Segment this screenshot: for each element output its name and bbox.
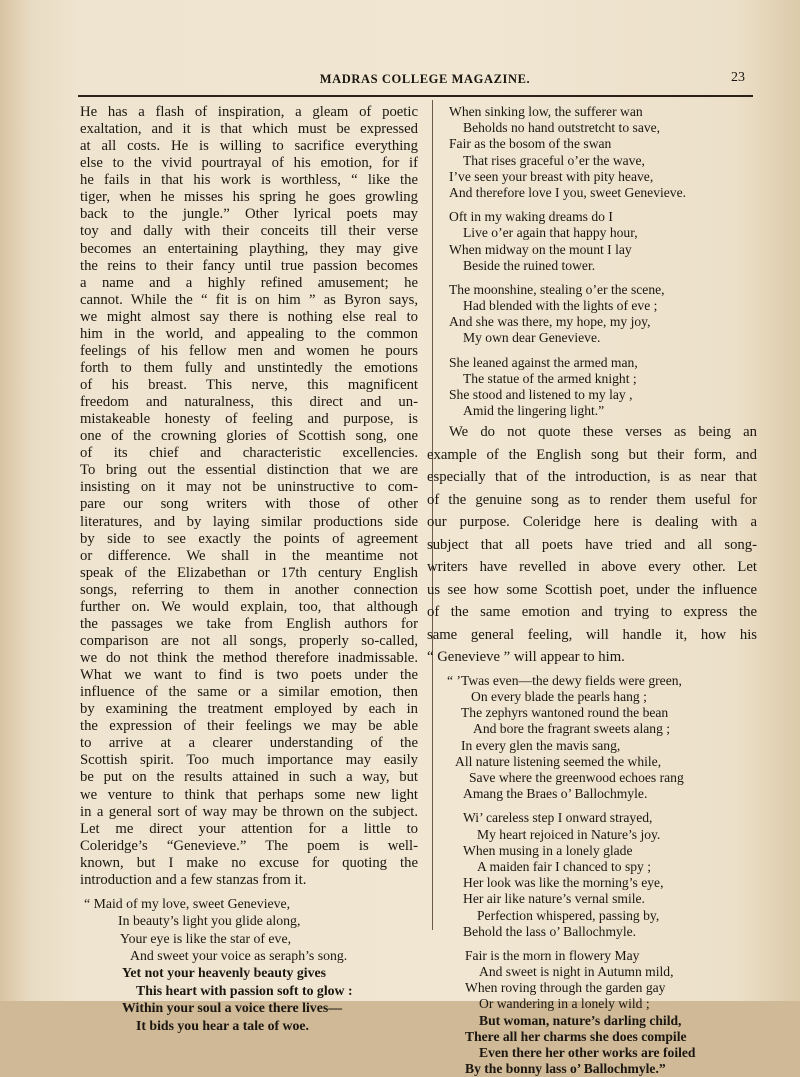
prose-line: songs, referring to them in another connection <box>80 581 418 598</box>
verse-line: A maiden fair I chanced to spy ; <box>477 858 652 874</box>
verse-line: The zephyrs wantoned round the bean <box>461 705 669 721</box>
verse-line: Beholds no hand outstretcht to save, <box>463 120 661 136</box>
verse-line: By the bonny lass o’ Ballochmyle.” <box>465 1061 666 1077</box>
prose-line: known, but I make no excuse for quoting the <box>80 854 418 871</box>
verse-line: I’ve seen your breast with pity heave, <box>449 168 654 184</box>
prose-line: further on. We would explain, too, that although <box>80 598 418 615</box>
prose-line: mistakeable honesty of feeling and purpose, is <box>80 411 418 428</box>
verse-line: Beside the ruined tower. <box>463 257 596 273</box>
verse-line: When sinking low, the sufferer wan <box>449 104 643 119</box>
verse-line: All nature listening seemed the while, <box>455 753 662 769</box>
prose-line: the expression of their feelings we may be able <box>80 718 418 735</box>
verse-line: And therefore love I you, sweet Genevieve. <box>449 184 687 200</box>
prose-line: cannot. While the “ fit is on him ” as Byron says, <box>80 291 418 308</box>
prose-line: else to the vivid pourtrayal of his emotion, for if <box>80 155 418 172</box>
page-number: 23 <box>731 70 745 85</box>
verse-line: Within your soul a voice there lives— <box>122 1000 342 1016</box>
prose-line: To bring out the essential distinction that we are <box>80 462 418 479</box>
prose-line: of the same emotion and trying to express the <box>427 604 757 621</box>
prose-line: comparison are not all songs, properly so-called, <box>80 632 418 649</box>
verse-line: Her look was like the morning’s eye, <box>463 875 664 891</box>
verse-line: When roving through the garden gay <box>465 980 666 996</box>
burns-stanza-2 <box>427 810 757 940</box>
prose-line: introduction and a few stanzas from it. <box>80 871 307 888</box>
prose-line: Coleridge’s “Genevieve.” The poem is well- <box>80 837 418 854</box>
verse-line: My own dear Genevieve. <box>463 330 601 346</box>
running-title: MADRAS COLLEGE MAGAZINE. <box>319 72 531 86</box>
verse-line: And bore the fragrant sweets alang ; <box>473 721 671 737</box>
verse-line: Live o’er again that happy hour, <box>463 225 638 241</box>
prose-line: of his breast. This nerve, this magnificent <box>80 377 418 393</box>
verse-line: On every blade the pearls hang ; <box>471 689 647 705</box>
prose-line: by examining the treatment employed by each in <box>80 701 418 718</box>
stanza-gap <box>427 347 757 355</box>
prose-line: “ Genevieve ” will appear to him. <box>427 649 625 666</box>
verse-line: When midway on the mount I lay <box>449 241 632 257</box>
prose-line: literatures, and by laying similar productions side <box>80 513 418 530</box>
prose-line: him in the world, and appealing to the common <box>80 325 418 342</box>
prose-line: insisting on it may not be uninstructive to com- <box>80 479 418 496</box>
verse-line: Your eye is like the star of eve, <box>120 930 292 946</box>
prose-line: or difference. We shall in the meantime not <box>80 547 418 564</box>
verse-line: My heart rejoiced in Nature’s joy. <box>477 826 661 842</box>
prose-line: we might almost say there is nothing else real to <box>80 308 418 325</box>
verse-line: She stood and listened to my lay , <box>449 387 633 402</box>
prose-line: we do not think the method therefore inadmissable. <box>80 650 418 666</box>
verse-line: Perfection whispered, passing by, <box>477 907 660 923</box>
coleridge-stanza-3 <box>427 282 757 347</box>
prose-line: subject that all poets have tried and all song- <box>427 536 757 553</box>
prose-line: becomes an entertaining plaything, they may give <box>80 240 418 257</box>
verse-line: Oft in my waking dreams do I <box>449 209 613 225</box>
header-rule <box>78 95 753 97</box>
prose-line: a name and a highly refined amusement; he <box>80 274 418 291</box>
verse-line: Wi’ careless step I onward strayed, <box>463 810 653 826</box>
prose-line: of the genuine song as to render them useful for <box>427 491 757 508</box>
prose-line: of its chief and characteristic excellencies. <box>80 445 418 462</box>
prose-line: He has a flash of inspiration, a gleam of poetic <box>80 104 418 120</box>
prose-line: Let me direct your attention for a little to <box>80 820 418 837</box>
prose-line: especially that of the introduction, is as near that <box>427 469 757 486</box>
prose-line: the reins to their fancy until true passion becomes <box>80 257 418 274</box>
prose-line: we venture to think that perhaps some new light <box>80 786 418 803</box>
prose-line: toy and dally with their conceits till their verse <box>80 223 418 240</box>
verse-line: This heart with passion soft to glow : <box>136 982 353 998</box>
verse-line: Fair is the morn in flowery May <box>465 947 640 963</box>
left-prose <box>80 104 418 889</box>
prose-line: pare our song writers with those of other <box>80 496 418 513</box>
verse-line: The statue of the armed knight ; <box>463 370 637 386</box>
stanza-gap <box>427 274 757 282</box>
prose-line: our purpose. Coleridge here is dealing with a <box>427 514 757 531</box>
stanza-gap <box>427 201 757 209</box>
verse-line: And she was there, my hope, my joy, <box>449 314 651 330</box>
verse-line: But woman, nature’s darling child, <box>479 1012 682 1028</box>
prose-line: writers have revelled in above every other. Let <box>427 559 757 576</box>
prose-line: by side to see exactly the points of agreement <box>80 530 418 547</box>
verse-line: There all her charms she does compile <box>465 1028 687 1044</box>
verse-line: And sweet your voice as seraph’s song. <box>130 948 348 964</box>
prose-line: at all costs. He is willing to sacrifice everything <box>80 138 418 155</box>
prose-line: he fails in that his work is worthless, “ like the <box>80 172 418 189</box>
burns-stanza-1 <box>427 673 757 803</box>
verse-line: Behold the lass o’ Ballochmyle. <box>463 923 637 939</box>
left-column <box>80 104 418 1034</box>
right-column <box>427 104 757 1077</box>
prose-line: example of the English song but their form, and <box>427 446 757 463</box>
prose-line: one of the crowning glories of Scottish song, one <box>80 428 418 445</box>
verse-line: That rises graceful o’er the wave, <box>463 152 645 168</box>
verse-line: “ ’Twas even—the dewy fields were green, <box>447 672 682 688</box>
prose-line: forth to them fully and unstintedly the emotions <box>80 359 418 376</box>
verse-line: Fair as the bosom of the swan <box>449 136 612 152</box>
prose-line: Scottish spirit. Too much importance may easily <box>80 752 418 769</box>
prose-line: tiger, when he misses his spring he goes growling <box>80 189 418 206</box>
verse-line: Amid the lingering light.” <box>463 403 605 419</box>
verse-line: Even there her other works are foiled <box>479 1045 696 1060</box>
stanza-gap <box>427 940 757 948</box>
verse-line: Amang the Braes o’ Ballochmyle. <box>463 786 648 802</box>
prose-line: What we want to find is two poets under the <box>80 667 418 684</box>
verse-line: Had blended with the lights of eve ; <box>463 298 658 314</box>
verse-line: And sweet is night in Autumn mild, <box>479 964 674 980</box>
verse-line: Her air like nature’s vernal smile. <box>463 891 645 907</box>
prose-line: in a general sort of way may be thrown on the subject. <box>80 803 418 820</box>
prose-line: to arrive at a clearer understanding of the <box>80 735 418 752</box>
verse-line: When musing in a lonely glade <box>463 842 633 858</box>
verse-line: In beauty’s light you glide along, <box>118 913 301 929</box>
verse-line: “ Maid of my love, sweet Genevieve, <box>84 895 291 911</box>
verse-line: The moonshine, stealing o’er the scene, <box>449 281 665 297</box>
verse-line: She leaned against the armed man, <box>449 354 638 370</box>
prose-line: freedom and naturalness, this direct and un- <box>80 394 418 411</box>
coleridge-stanza-4 <box>427 355 757 420</box>
prose-line: exaltation, and it is that which must be expressed <box>80 121 418 138</box>
prose-line: back to the jungle.” Other lyrical poets may <box>80 206 418 223</box>
coleridge-stanza-1 <box>427 104 757 201</box>
stanza-gap <box>427 802 757 810</box>
prose-line: same general feeling, will handle it, how his <box>427 626 757 643</box>
prose-line: us see how some Scottish poet, under the influence <box>427 581 757 598</box>
prose-line: be put on the results attained in such a way, but <box>80 769 418 786</box>
coleridge-stanza-2 <box>427 209 757 274</box>
prose-line: the passages we take from English authors for <box>80 615 418 632</box>
right-prose <box>427 421 757 669</box>
prose-line: influence of the same or a similar emotion, then <box>80 684 418 701</box>
verse-line: Save where the greenwood echoes rang <box>469 770 684 785</box>
prose-line: We do not quote these verses as being an <box>449 424 757 441</box>
verse-line: Yet not your heavenly beauty gives <box>122 965 327 981</box>
verse-line: It bids you hear a tale of woe. <box>136 1017 309 1033</box>
verse-line: Or wandering in a lonely wild ; <box>479 996 650 1012</box>
prose-line: speak of the Elizabethan or 17th century English <box>80 564 418 581</box>
burns-stanza-3 <box>427 948 757 1077</box>
prose-line: feelings of his fellow men and women he pours <box>80 342 418 359</box>
verse-line: In every glen the mavis sang, <box>461 737 621 753</box>
coleridge-verse-intro <box>80 895 418 1034</box>
